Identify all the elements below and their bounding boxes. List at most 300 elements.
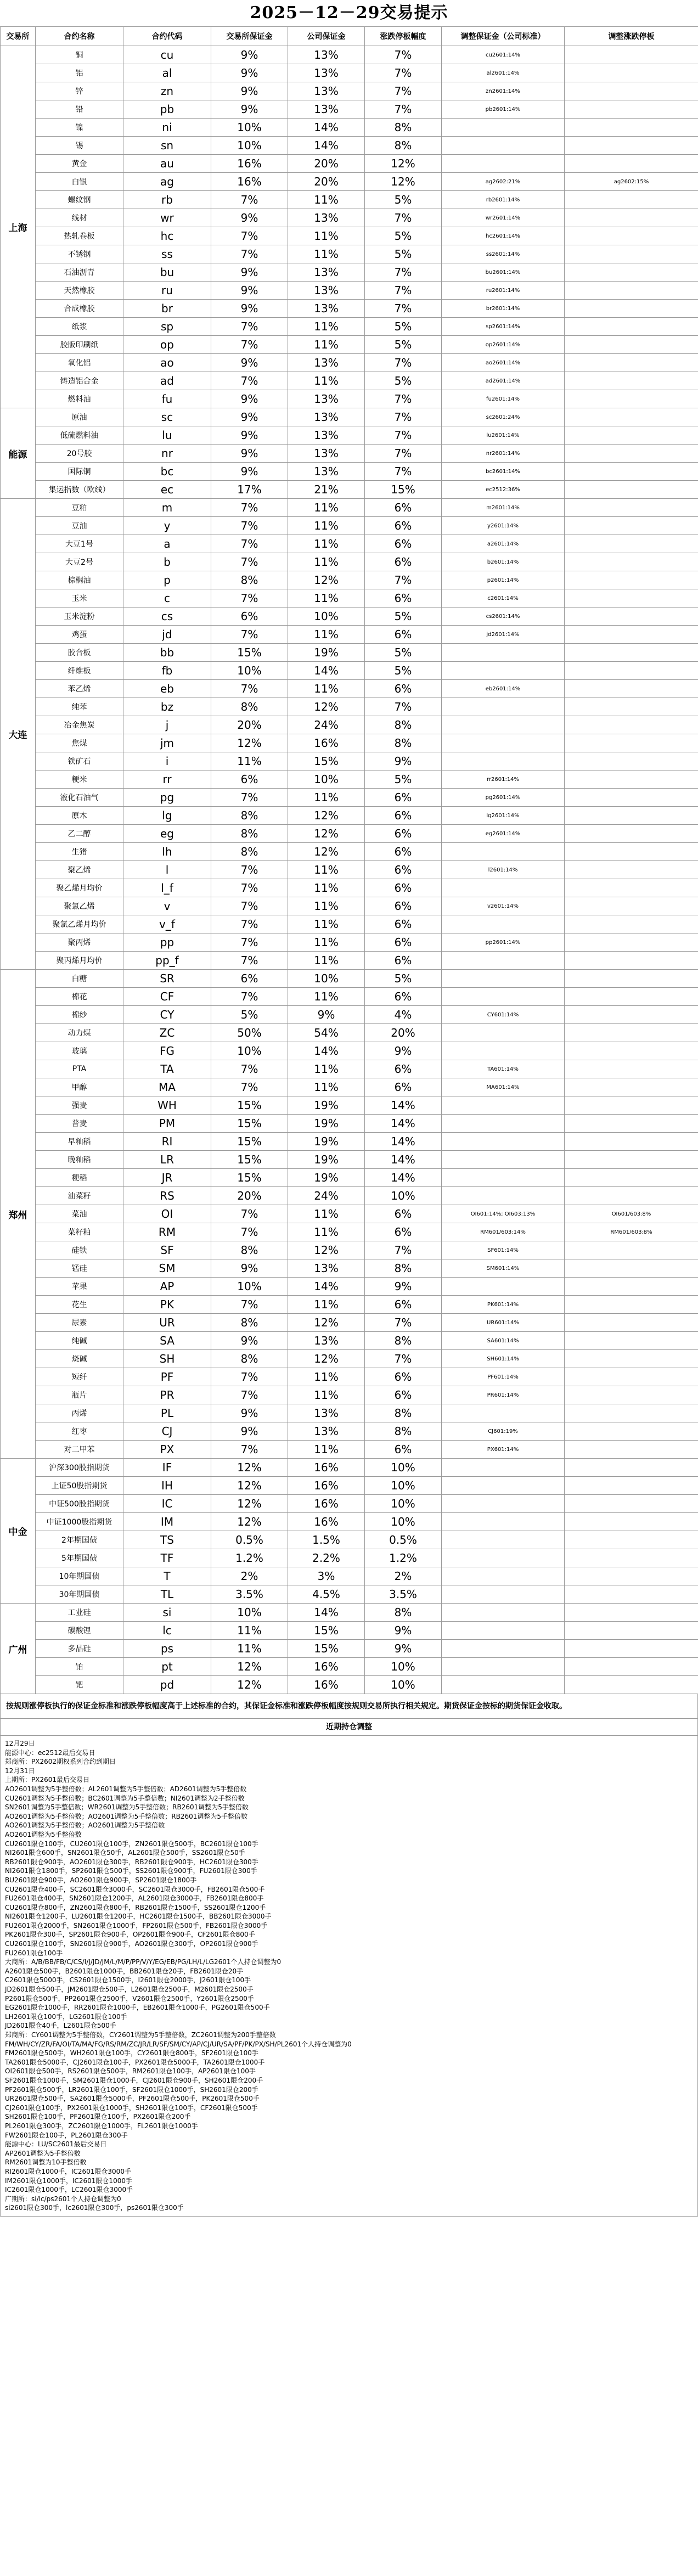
company-margin-cell: 15%	[288, 752, 365, 770]
contract-name-cell: 沪深300股指期货	[36, 1459, 123, 1477]
adjust-line: IC2601限仓1000手，LC2601限仓3000手	[5, 2186, 133, 2194]
contract-name-cell: 天然橡胶	[36, 282, 123, 300]
company-margin-cell: 11%	[288, 1441, 365, 1459]
adjust-line: CU2601限仓100手，CU2601限仓100手，ZN2601限仓500手，BC2601限仓100手	[5, 1840, 258, 1848]
contract-name-cell: 5年期国债	[36, 1549, 123, 1567]
adjusted-limit-cell	[565, 282, 698, 300]
exchange-margin-cell: 7%	[211, 336, 288, 354]
limit-cell: 7%	[365, 698, 442, 716]
limit-cell: 6%	[365, 897, 442, 915]
exchange-cell: 大连	[1, 499, 36, 970]
adjust-line: 大商所：A/B/BB/FB/C/CS/I/J/JD/JM/L/M/P/PP/V/Y/EG/EB/PG/LH/L/LG2601个人持仓调整为0	[5, 1958, 282, 1966]
exchange-margin-cell: 3.5%	[211, 1585, 288, 1604]
adjusted-margin-cell	[442, 1096, 565, 1115]
contract-code-cell: hc	[123, 227, 211, 245]
adjusted-margin-cell: cs2601:14%	[442, 608, 565, 626]
contract-name-cell: 聚乙烯	[36, 861, 123, 879]
contract-code-cell: PL	[123, 1404, 211, 1422]
exchange-margin-cell: 20%	[211, 1187, 288, 1205]
adjusted-limit-cell: ag2602:15%	[565, 173, 698, 191]
adjust-line: JD2601限仓40手，L2601限仓500手	[5, 2022, 116, 2030]
contract-name-cell: 聚丙烯月均价	[36, 952, 123, 970]
contract-code-cell: au	[123, 155, 211, 173]
company-margin-cell: 11%	[288, 535, 365, 553]
company-margin-cell: 13%	[288, 1404, 365, 1422]
contract-code-cell: SR	[123, 970, 211, 988]
company-margin-cell: 54%	[288, 1024, 365, 1042]
exchange-margin-cell: 9%	[211, 209, 288, 227]
limit-cell: 8%	[365, 734, 442, 752]
table-row	[1, 1368, 698, 1386]
company-margin-cell: 11%	[288, 227, 365, 245]
header-adjusted-margin: 调整保证金（公司标准）	[442, 27, 565, 46]
contract-name-cell: 强麦	[36, 1096, 123, 1115]
exchange-margin-cell: 7%	[211, 1060, 288, 1078]
exchange-margin-cell: 7%	[211, 553, 288, 571]
exchange-margin-cell: 7%	[211, 626, 288, 644]
adjusted-margin-cell	[442, 119, 565, 137]
company-margin-cell: 11%	[288, 245, 365, 263]
contract-name-cell: 粳稻	[36, 1169, 123, 1187]
limit-cell: 6%	[365, 825, 442, 843]
adjust-line: SN2601调整为5手整倍数；WR2601调整为5手整倍数；RB2601调整为5手整倍数	[5, 1803, 249, 1812]
table-row	[1, 372, 698, 390]
contract-code-cell: pg	[123, 789, 211, 807]
table-row	[1, 680, 698, 698]
adjust-line: 能源中心：LU/SC2601最后交易日	[5, 2140, 107, 2148]
limit-cell: 8%	[365, 716, 442, 734]
contract-code-cell: sp	[123, 318, 211, 336]
exchange-margin-cell: 5%	[211, 1006, 288, 1024]
adjusted-margin-cell	[442, 1187, 565, 1205]
adjusted-limit-cell	[565, 209, 698, 227]
adjusted-margin-cell: sp2601:14%	[442, 318, 565, 336]
contract-name-cell: 10年期国债	[36, 1567, 123, 1585]
exchange-margin-cell: 7%	[211, 191, 288, 209]
adjusted-limit-cell	[565, 1531, 698, 1549]
adjusted-margin-cell: v2601:14%	[442, 897, 565, 915]
company-margin-cell: 21%	[288, 481, 365, 499]
exchange-margin-cell: 9%	[211, 82, 288, 100]
table-row	[1, 300, 698, 318]
exchange-margin-cell: 10%	[211, 119, 288, 137]
exchange-margin-cell: 10%	[211, 137, 288, 155]
limit-cell: 6%	[365, 1223, 442, 1241]
adjusted-margin-cell: cu2601:14%	[442, 46, 565, 64]
limit-cell: 6%	[365, 626, 442, 644]
limit-cell: 6%	[365, 843, 442, 861]
exchange-margin-cell: 7%	[211, 897, 288, 915]
adjusted-limit-cell	[565, 1133, 698, 1151]
limit-cell: 7%	[365, 282, 442, 300]
adjusted-margin-cell: rr2601:14%	[442, 770, 565, 789]
adjust-line: P2601限仓500手，PP2601限仓2500手，V2601限仓2500手，Y2601限仓2500手	[5, 1994, 254, 2003]
exchange-margin-cell: 6%	[211, 608, 288, 626]
adjusted-margin-cell: pg2601:14%	[442, 789, 565, 807]
adjusted-limit-cell	[565, 807, 698, 825]
company-margin-cell: 19%	[288, 1169, 365, 1187]
exchange-margin-cell: 12%	[211, 1495, 288, 1513]
adjusted-margin-cell	[442, 1513, 565, 1531]
contract-code-cell: ru	[123, 282, 211, 300]
adjust-line: RM2601调整为10手整倍数	[5, 2158, 87, 2167]
company-margin-cell: 12%	[288, 807, 365, 825]
company-margin-cell: 11%	[288, 988, 365, 1006]
exchange-margin-cell: 9%	[211, 1422, 288, 1441]
contract-name-cell: 原油	[36, 408, 123, 426]
table-row	[1, 1205, 698, 1223]
company-margin-cell: 12%	[288, 698, 365, 716]
company-margin-cell: 11%	[288, 372, 365, 390]
adjusted-limit-cell	[565, 897, 698, 915]
company-margin-cell: 15%	[288, 1640, 365, 1658]
exchange-margin-cell: 7%	[211, 933, 288, 952]
company-margin-cell: 12%	[288, 1314, 365, 1332]
contract-name-cell: 丙烯	[36, 1404, 123, 1422]
contract-code-cell: TA	[123, 1060, 211, 1078]
adjusted-margin-cell: ec2512:36%	[442, 481, 565, 499]
exchange-cell: 广州	[1, 1604, 36, 1694]
contract-name-cell: 聚丙烯	[36, 933, 123, 952]
adjusted-margin-cell	[442, 716, 565, 734]
contract-code-cell: FG	[123, 1042, 211, 1060]
table-row	[1, 1078, 698, 1096]
table-row	[1, 100, 698, 119]
limit-cell: 6%	[365, 553, 442, 571]
adjusted-margin-cell	[442, 644, 565, 662]
contract-name-cell: 菜籽粕	[36, 1223, 123, 1241]
table-row	[1, 354, 698, 372]
table-row	[1, 825, 698, 843]
table-row	[1, 1422, 698, 1441]
adjusted-limit-cell	[565, 499, 698, 517]
table-row	[1, 1151, 698, 1169]
exchange-margin-cell: 15%	[211, 1133, 288, 1151]
exchange-margin-cell: 9%	[211, 426, 288, 445]
table-row	[1, 336, 698, 354]
contract-name-cell: 白银	[36, 173, 123, 191]
contract-code-cell: jm	[123, 734, 211, 752]
exchange-margin-cell: 2%	[211, 1567, 288, 1585]
adjusted-margin-cell	[442, 1024, 565, 1042]
limit-cell: 7%	[365, 408, 442, 426]
limit-cell: 14%	[365, 1115, 442, 1133]
table-row	[1, 1386, 698, 1404]
adjusted-limit-cell	[565, 1332, 698, 1350]
exchange-margin-cell: 8%	[211, 843, 288, 861]
limit-cell: 5%	[365, 770, 442, 789]
adjust-line: FM/WH/CY/ZR/FA/OI/TA/MA/FG/RS/RM/ZC/JR/LR/SF/SM/CY/AP/CJ/UR/SA/PF/PK/PX/SH/PL2601个人持仓调整为0	[5, 2040, 352, 2048]
contract-name-cell: 尿素	[36, 1314, 123, 1332]
contract-code-cell: ps	[123, 1640, 211, 1658]
company-margin-cell: 13%	[288, 282, 365, 300]
contract-name-cell: 棉花	[36, 988, 123, 1006]
contract-code-cell: TL	[123, 1585, 211, 1604]
table-row	[1, 1350, 698, 1368]
adjusted-margin-cell	[442, 1477, 565, 1495]
adjusted-margin-cell	[442, 698, 565, 716]
limit-cell: 7%	[365, 82, 442, 100]
table-row	[1, 1042, 698, 1060]
limit-cell: 9%	[365, 1278, 442, 1296]
adjusted-limit-cell	[565, 155, 698, 173]
contract-name-cell: 螺纹钢	[36, 191, 123, 209]
adjust-line: CU2601调整为5手整倍数；BC2601调整为5手整倍数；NI2601调整为2手整倍数	[5, 1794, 245, 1802]
exchange-margin-cell: 7%	[211, 535, 288, 553]
table-row	[1, 1567, 698, 1585]
contract-code-cell: RS	[123, 1187, 211, 1205]
exchange-margin-cell: 6%	[211, 970, 288, 988]
company-margin-cell: 13%	[288, 1259, 365, 1278]
contract-name-cell: 铁矿石	[36, 752, 123, 770]
exchange-margin-cell: 12%	[211, 1658, 288, 1676]
exchange-margin-cell: 7%	[211, 1441, 288, 1459]
contract-code-cell: nr	[123, 445, 211, 463]
exchange-margin-cell: 7%	[211, 589, 288, 608]
exchange-margin-cell: 9%	[211, 64, 288, 82]
company-margin-cell: 12%	[288, 1241, 365, 1259]
company-margin-cell: 13%	[288, 354, 365, 372]
adjust-line: NI2601限仓600手，SN2601限仓50手，AL2601限仓500手，SS2601限仓50手	[5, 1849, 245, 1857]
adjusted-limit-cell	[565, 535, 698, 553]
adjusted-margin-cell: y2601:14%	[442, 517, 565, 535]
adjusted-margin-cell: CY601:14%	[442, 1006, 565, 1024]
company-margin-cell: 19%	[288, 1096, 365, 1115]
contract-name-cell: 纯苯	[36, 698, 123, 716]
exchange-margin-cell: 7%	[211, 1078, 288, 1096]
company-margin-cell: 10%	[288, 608, 365, 626]
limit-cell: 5%	[365, 608, 442, 626]
contract-code-cell: bb	[123, 644, 211, 662]
adjusted-limit-cell	[565, 1422, 698, 1441]
contract-code-cell: ss	[123, 245, 211, 263]
adjust-line: AO2601调整为5手整倍数；AO2601调整为5手整倍数；RB2601调整为5手整倍数	[5, 1812, 247, 1820]
adjusted-limit-cell	[565, 825, 698, 843]
exchange-margin-cell: 12%	[211, 1676, 288, 1694]
adjust-line: SF2601限仓1000手，SM2601限仓1000手，CJ2601限仓900手，SH2601限仓200手	[5, 2076, 263, 2084]
table-row	[1, 1676, 698, 1694]
company-margin-cell: 14%	[288, 137, 365, 155]
company-margin-cell: 11%	[288, 1078, 365, 1096]
contract-name-cell: 聚氯乙烯月均价	[36, 915, 123, 933]
contract-code-cell: ec	[123, 481, 211, 499]
adjusted-limit-cell: RM601/603:8%	[565, 1223, 698, 1241]
exchange-margin-cell: 8%	[211, 807, 288, 825]
company-margin-cell: 11%	[288, 589, 365, 608]
adjusted-limit-cell	[565, 227, 698, 245]
contract-code-cell: ni	[123, 119, 211, 137]
adjust-line: TA2601限仓5000手，CJ2601限仓100手，PX2601限仓5000手，TA2601限仓1000手	[5, 2058, 265, 2066]
adjusted-margin-cell: ss2601:14%	[442, 245, 565, 263]
table-row	[1, 1223, 698, 1241]
header-limit: 涨跌停板幅度	[365, 27, 442, 46]
header-contract-name: 合约名称	[36, 27, 123, 46]
limit-cell: 3.5%	[365, 1585, 442, 1604]
limit-cell: 8%	[365, 1604, 442, 1622]
contract-code-cell: a	[123, 535, 211, 553]
contract-code-cell: pp_f	[123, 952, 211, 970]
contract-code-cell: CY	[123, 1006, 211, 1024]
contract-name-cell: 镍	[36, 119, 123, 137]
table-row	[1, 1278, 698, 1296]
limit-cell: 7%	[365, 354, 442, 372]
table-row	[1, 481, 698, 499]
adjusted-limit-cell	[565, 1259, 698, 1278]
table-row	[1, 64, 698, 82]
limit-cell: 6%	[365, 1368, 442, 1386]
contract-code-cell: c	[123, 589, 211, 608]
header-adjusted-limit: 调整涨跌停板	[565, 27, 698, 46]
table-row	[1, 1006, 698, 1024]
limit-cell: 10%	[365, 1676, 442, 1694]
exchange-margin-cell: 7%	[211, 680, 288, 698]
table-row	[1, 535, 698, 553]
company-margin-cell: 11%	[288, 191, 365, 209]
adjusted-margin-cell: PF601:14%	[442, 1368, 565, 1386]
limit-cell: 7%	[365, 426, 442, 445]
exchange-margin-cell: 10%	[211, 1042, 288, 1060]
table-row	[1, 499, 698, 517]
company-margin-cell: 11%	[288, 1060, 365, 1078]
adjusted-margin-cell: MA601:14%	[442, 1078, 565, 1096]
contract-code-cell: OI	[123, 1205, 211, 1223]
adjusted-margin-cell: eb2601:14%	[442, 680, 565, 698]
contract-name-cell: 硅铁	[36, 1241, 123, 1259]
contract-code-cell: bu	[123, 263, 211, 282]
limit-cell: 8%	[365, 1404, 442, 1422]
contract-code-cell: SH	[123, 1350, 211, 1368]
limit-cell: 5%	[365, 245, 442, 263]
adjusted-limit-cell	[565, 1368, 698, 1386]
adjusted-margin-cell: l2601:14%	[442, 861, 565, 879]
adjusted-limit-cell	[565, 426, 698, 445]
contract-name-cell: 氧化铝	[36, 354, 123, 372]
adjusted-limit-cell	[565, 734, 698, 752]
contract-name-cell: 多晶硅	[36, 1640, 123, 1658]
contract-code-cell: l_f	[123, 879, 211, 897]
contract-name-cell: 花生	[36, 1296, 123, 1314]
table-row	[1, 445, 698, 463]
adjust-line: PF2601限仓500手，LR2601限仓100手，SF2601限仓1000手，SH2601限仓200手	[5, 2085, 258, 2094]
exchange-cell: 郑州	[1, 970, 36, 1459]
contract-name-cell: 豆油	[36, 517, 123, 535]
contract-code-cell: lu	[123, 426, 211, 445]
exchange-cell: 中金	[1, 1459, 36, 1604]
adjust-line: FW2601限仓100手，PL2601限仓300手	[5, 2131, 128, 2139]
limit-cell: 6%	[365, 1060, 442, 1078]
exchange-margin-cell: 9%	[211, 354, 288, 372]
adjusted-limit-cell	[565, 1115, 698, 1133]
limit-cell: 7%	[365, 390, 442, 408]
adjusted-limit-cell	[565, 1006, 698, 1024]
exchange-margin-cell: 50%	[211, 1024, 288, 1042]
adjust-line: IM2601限仓1000手，IC2601限仓1000手	[5, 2176, 132, 2185]
company-margin-cell: 11%	[288, 553, 365, 571]
table-row	[1, 1060, 698, 1078]
limit-cell: 7%	[365, 445, 442, 463]
table-row	[1, 553, 698, 571]
contract-name-cell: 锰硅	[36, 1259, 123, 1278]
adjusted-limit-cell	[565, 680, 698, 698]
contract-code-cell: jd	[123, 626, 211, 644]
exchange-margin-cell: 16%	[211, 173, 288, 191]
table-row	[1, 1241, 698, 1259]
adjusted-limit-cell	[565, 82, 698, 100]
adjusted-margin-cell: fu2601:14%	[442, 390, 565, 408]
adjusted-margin-cell: lg2601:14%	[442, 807, 565, 825]
limit-cell: 6%	[365, 1441, 442, 1459]
company-margin-cell: 9%	[288, 1006, 365, 1024]
company-margin-cell: 19%	[288, 644, 365, 662]
adjust-line: AO2601调整为5手整倍数；AL2601调整为5手整倍数；AD2601调整为5手整倍数	[5, 1785, 247, 1793]
exchange-margin-cell: 9%	[211, 263, 288, 282]
limit-cell: 6%	[365, 1205, 442, 1223]
exchange-margin-cell: 0.5%	[211, 1531, 288, 1549]
table-row	[1, 770, 698, 789]
limit-cell: 10%	[365, 1459, 442, 1477]
limit-cell: 8%	[365, 1332, 442, 1350]
table-row	[1, 227, 698, 245]
limit-cell: 14%	[365, 1169, 442, 1187]
adjusted-limit-cell	[565, 662, 698, 680]
company-margin-cell: 10%	[288, 970, 365, 988]
exchange-margin-cell: 11%	[211, 1622, 288, 1640]
contract-code-cell: lg	[123, 807, 211, 825]
contract-name-cell: 生猪	[36, 843, 123, 861]
adjusted-margin-cell: SA601:14%	[442, 1332, 565, 1350]
company-margin-cell: 15%	[288, 1622, 365, 1640]
limit-cell: 5%	[365, 372, 442, 390]
adjust-line: 能源中心：ec2512最后交易日	[5, 1748, 95, 1757]
adjust-line: EG2601限仓1000手，RR2601限仓1000手，EB2601限仓1000手，PG2601限仓500手	[5, 2004, 270, 2012]
adjusted-limit-cell	[565, 626, 698, 644]
contract-name-cell: 钯	[36, 1676, 123, 1694]
adjusted-margin-cell	[442, 1676, 565, 1694]
contract-name-cell: 焦煤	[36, 734, 123, 752]
contract-code-cell: bz	[123, 698, 211, 716]
exchange-cell: 上海	[1, 46, 36, 408]
exchange-margin-cell: 7%	[211, 1205, 288, 1223]
adjusted-margin-cell	[442, 1151, 565, 1169]
contract-code-cell: i	[123, 752, 211, 770]
limit-cell: 5%	[365, 644, 442, 662]
contract-code-cell: MA	[123, 1078, 211, 1096]
contract-name-cell: 白糖	[36, 970, 123, 988]
adjusted-margin-cell: b2601:14%	[442, 553, 565, 571]
contract-code-cell: CJ	[123, 1422, 211, 1441]
exchange-margin-cell: 12%	[211, 734, 288, 752]
table-row	[1, 1115, 698, 1133]
contract-name-cell: PTA	[36, 1060, 123, 1078]
contract-code-cell: cs	[123, 608, 211, 626]
company-margin-cell: 14%	[288, 1278, 365, 1296]
contract-code-cell: PF	[123, 1368, 211, 1386]
adjust-line: NI2601限仓1800手，SP2601限仓500手，SS2601限仓900手，FU2601限仓300手	[5, 1867, 257, 1875]
contract-name-cell: 大豆2号	[36, 553, 123, 571]
exchange-margin-cell: 7%	[211, 517, 288, 535]
table-row	[1, 1314, 698, 1332]
adjusted-margin-cell	[442, 970, 565, 988]
limit-cell: 7%	[365, 263, 442, 282]
exchange-margin-cell: 7%	[211, 1296, 288, 1314]
adjusted-limit-cell	[565, 1151, 698, 1169]
contract-name-cell: 晚籼稻	[36, 1151, 123, 1169]
table-row	[1, 626, 698, 644]
adjusted-limit-cell	[565, 1549, 698, 1567]
table-row	[1, 1441, 698, 1459]
contract-code-cell: ag	[123, 173, 211, 191]
adjust-line: si2601限仓300手，lc2601限仓300手，ps2601限仓300手	[5, 2204, 184, 2212]
